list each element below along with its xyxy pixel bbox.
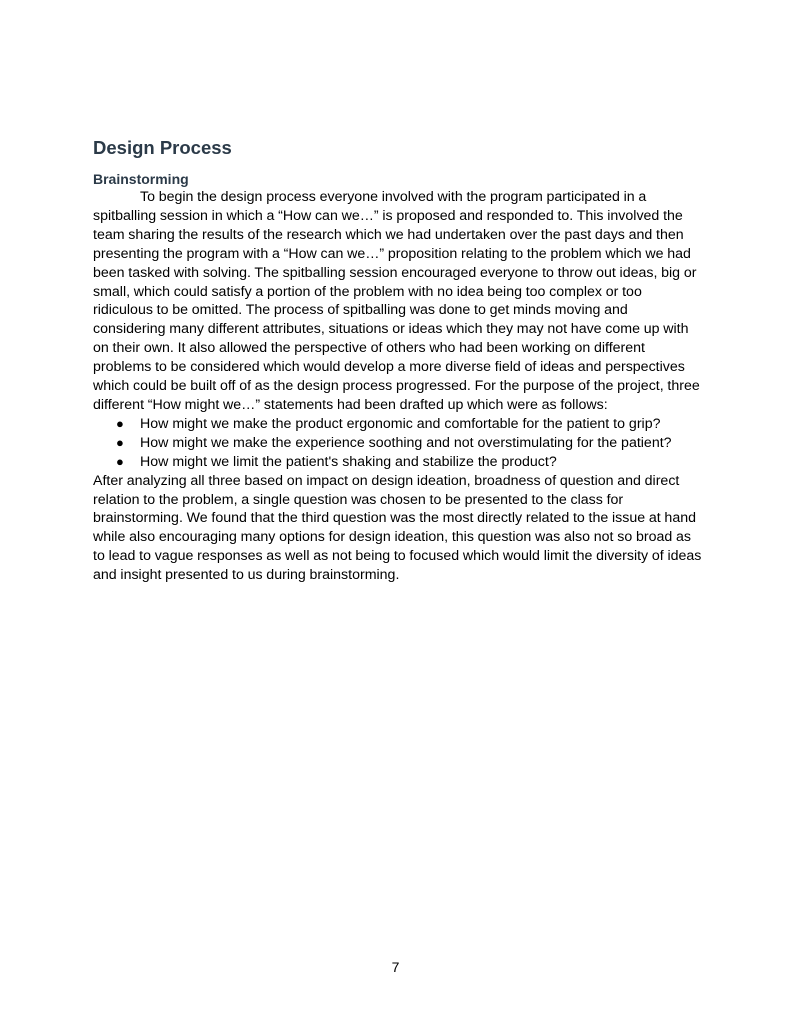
page-number: 7 xyxy=(391,959,400,975)
conclusion-paragraph: After analyzing all three based on impact on design ideation, broadness of question and direct relation to the problem, a single question was chosen to be presented to the class for brainstorming. We found that the third question was the most directly related to the issue at hand while also encouraging many options for design ideation, this question was also not so broad as to lead to vague responses as well as not being to focused which would limit the diversity of ideas and insight presented to us during brainstorming. xyxy=(93,472,702,584)
list-item xyxy=(93,453,703,472)
list-item-text: How might we make the product ergonomic and comfortable for the patient to grip? xyxy=(140,415,661,432)
bullet-icon: ● xyxy=(116,453,124,469)
list-item-text: How might we limit the patient's shaking and stabilize the product? xyxy=(140,453,557,470)
subsection-heading: Brainstorming xyxy=(93,171,189,187)
bullet-icon: ● xyxy=(116,434,124,450)
list-item-text: How might we make the experience soothing and not overstimulating for the patient? xyxy=(140,434,672,451)
document-body xyxy=(93,136,703,585)
statement-list xyxy=(93,415,703,472)
intro-paragraph: To begin the design process everyone involved with the program participated in a spitballing session in which a “How can we…” is proposed and responded to. This involved the team sharing the results of the research which we had undertaken over the past days and then presenting the program with a “How can we…” proposition relating to the problem which we had been tasked with solving. The spitballing session encouraged everyone to throw out ideas, big or small, which could satisfy a portion of the problem with no idea being too complex or too ridiculous to be omitted. The process of spitballing was done to get minds moving and considering many different attributes, situations or ideas which they may not have come up with on their own. It also allowed the perspective of others who had been working on different problems to be considered which would develop a more diverse field of ideas and perspectives which could be built off of as the design process progressed. For the purpose of the project, three different “How might we…” statements had been drafted up which were as follows: xyxy=(93,189,700,413)
list-item xyxy=(93,415,703,434)
bullet-icon: ● xyxy=(116,415,124,431)
list-item xyxy=(93,434,703,453)
section-heading: Design Process xyxy=(93,137,232,158)
